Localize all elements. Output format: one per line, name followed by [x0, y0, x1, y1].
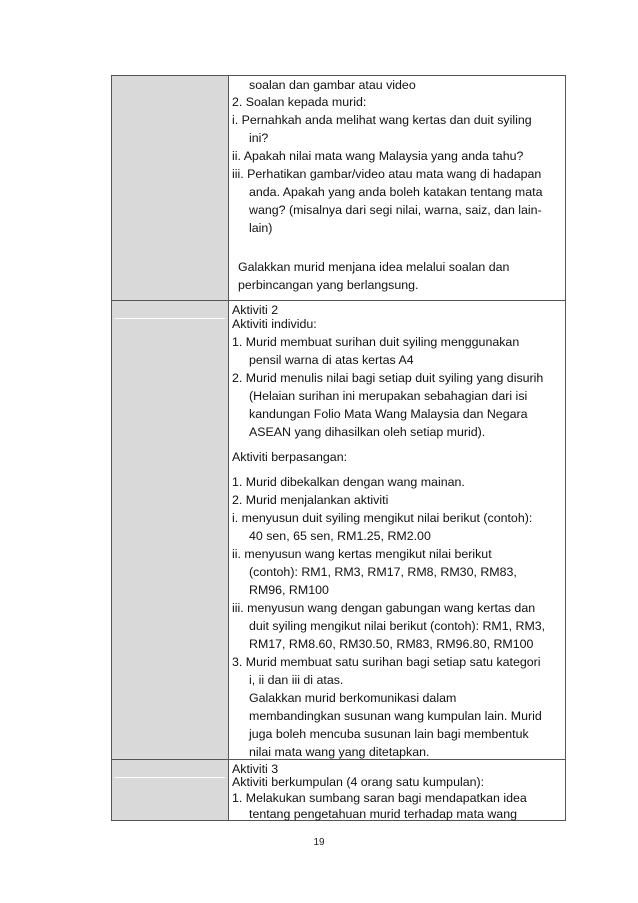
text-line: membandingkan susunan wang kumpulan lain. Murid [249, 709, 542, 723]
text-line: iii. menyusun wang dengan gabungan wang kertas dan [232, 601, 536, 615]
label-cell [112, 301, 229, 759]
text-line: 2. Murid menjalankan aktiviti [232, 493, 389, 507]
text-line: 1. Melakukan sumbang saran bagi mendapatkan idea [232, 791, 527, 805]
label-cell-inner [115, 763, 225, 778]
text-line: i. Pernahkah anda melihat wang kertas dan duit syiling [232, 113, 532, 127]
table-row-2 [111, 300, 566, 760]
text-line: i. menyusun duit syiling mengikut nilai berikut (contoh): [232, 511, 533, 525]
text-line: tentang pengetahuan murid terhadap mata wang [249, 807, 517, 821]
text-line: iii. Perhatikan gambar/video atau mata wang di hadapan [232, 167, 542, 181]
text-line: ii. Apakah nilai mata wang Malaysia yang anda tahu? [232, 149, 524, 163]
table-row-1 [111, 75, 566, 301]
text-line: Galakkan murid menjana idea melalui soalan dan [238, 260, 510, 274]
content-cell [228, 301, 565, 759]
table-row-3 [111, 759, 566, 821]
text-line: Aktiviti 3 [232, 762, 279, 776]
text-line: 1. Murid dibekalkan dengan wang mainan. [232, 475, 465, 489]
text-line: duit syiling mengikut nilai berikut (contoh): RM1, RM3, [249, 619, 546, 633]
text-line: nilai mata wang yang ditetapkan. [249, 745, 430, 759]
text-line: wang? (misalnya dari segi nilai, warna, saiz, dan lain- [249, 203, 542, 217]
text-line: lain) [249, 221, 273, 235]
text-line: pensil warna di atas kertas A4 [249, 353, 414, 367]
text-line: anda. Apakah yang anda boleh katakan tentang mata [249, 185, 543, 199]
text-line: RM17, RM8.60, RM30.50, RM83, RM96.80, RM100 [249, 637, 534, 651]
content-cell [228, 760, 565, 820]
text-line: 2. Soalan kepada murid: [232, 95, 367, 109]
text-line: 2. Murid menulis nilai bagi setiap duit syiling yang disurih [232, 371, 544, 385]
text-line: Aktiviti berpasangan: [232, 450, 348, 464]
text-line: 40 sen, 65 sen, RM1.25, RM2.00 [249, 529, 431, 543]
text-line: ini? [249, 131, 269, 145]
text-line: ASEAN yang dihasilkan oleh setiap murid). [249, 425, 486, 439]
text-line: RM96, RM100 [249, 583, 329, 597]
lesson-table [111, 75, 566, 821]
page-number: 19 [313, 837, 325, 848]
text-line: kandungan Folio Mata Wang Malaysia dan Negara [249, 407, 528, 421]
text-line: perbincangan yang berlangsung. [238, 278, 419, 292]
text-line: Aktiviti 2 [232, 303, 279, 317]
label-cell-inner [115, 304, 225, 319]
text-line: ii. menyusun wang kertas mengikut nilai berikut [232, 547, 492, 561]
text-line: i, ii dan iii di atas. [249, 673, 344, 687]
label-cell [112, 760, 229, 820]
text-line: soalan dan gambar atau video [249, 78, 416, 92]
text-line: Aktiviti berkumpulan (4 orang satu kumpulan): [232, 775, 485, 789]
text-line: (contoh): RM1, RM3, RM17, RM8, RM30, RM83, [249, 565, 517, 579]
text-line: Aktiviti individu: [232, 317, 317, 331]
text-line: 1. Murid membuat surihan duit syiling menggunakan [232, 335, 520, 349]
text-line: juga boleh mencuba susunan lain bagi membentuk [249, 727, 529, 741]
text-line: Galakkan murid berkomunikasi dalam [249, 691, 457, 705]
label-cell [112, 76, 229, 300]
content-cell [228, 76, 565, 300]
text-line: (Helaian surihan ini merupakan sebahagian dari isi [249, 389, 528, 403]
text-line: 3. Murid membuat satu surihan bagi setiap satu kategori [232, 655, 541, 669]
